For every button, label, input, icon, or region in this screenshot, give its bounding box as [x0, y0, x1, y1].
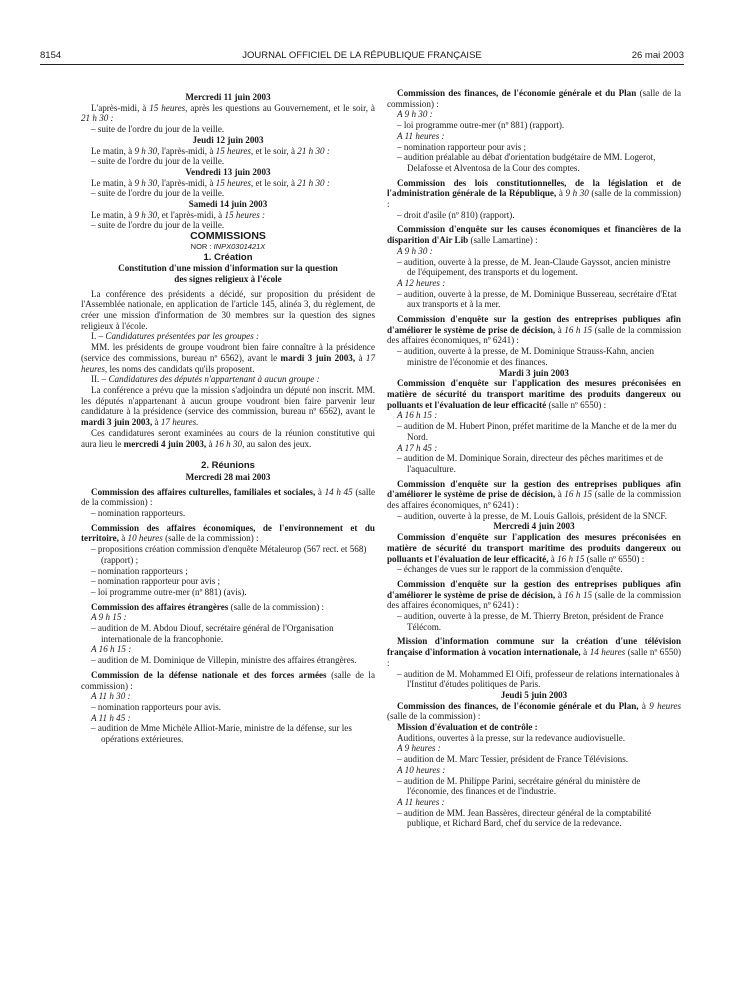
agenda-item: – nomination rapporteurs ;	[91, 565, 188, 576]
right-column	[387, 88, 681, 829]
time-heading: A 11 h 30 :	[91, 691, 131, 702]
agenda-item: – échanges de vues sur le rapport de la commission d'enquête.	[397, 564, 623, 575]
time-heading: A 11 heures :	[397, 797, 445, 807]
agenda-item: – suite de l'ordre du jour de la veille.	[91, 124, 225, 135]
day-heading: Mercredi 28 mai 2003	[185, 471, 271, 482]
time-heading: A 9 h 30 :	[397, 109, 433, 120]
paragraph: La conférence a prévu que la mission s'adjoindra un député non inscrit. MM. les députés n'appartenant à aucun groupe voudront bien faire parvenir leur candidature à la présidence (service des commission, bureau nº 6562), avant le mardi 3 juin 2003, à 17 heures.	[81, 384, 375, 428]
agenda-item: – propositions création commission d'enquête Métaleurop (567 rect. et 568) (rapport) ;	[91, 544, 367, 565]
paragraph: Le matin, à 9 h 30, et l'après-midi, à 15 heures :	[91, 209, 266, 220]
agenda-item: – audition de M. Marc Tessier, président de France Télévisions.	[397, 754, 629, 765]
agenda-item: – nomination rapporteurs pour avis.	[91, 701, 222, 712]
time-heading: A 11 h 45 :	[91, 712, 131, 723]
agenda-item: – nomination rapporteur pour avis ;	[91, 576, 221, 587]
page-number: 8154	[40, 50, 62, 61]
commissions-heading: COMMISSIONS	[190, 230, 266, 243]
agenda-item: – audition, ouverte à la presse, de M. Jean-Claude Gayssot, ancien ministre de l'équipement, des transports et du logement.	[397, 256, 671, 278]
left-column	[81, 92, 375, 745]
time-heading: A 9 h 30 :	[397, 245, 433, 256]
agenda-item: – nomination rapporteurs.	[91, 508, 186, 519]
day-heading: Mercredi 11 juin 2003	[185, 92, 271, 102]
time-heading: A 16 h 15 :	[397, 410, 438, 421]
commission-heading: Commission des finances, de l'économie générale et du Plan (salle de la commission) :	[387, 88, 681, 109]
commission-heading: Commission d'enquête sur l'application des mesures préconisées en matière de sécurité du transport maritime des produits dangereux ou polluants et l'évaluation de leur efficacité, à 16 h 15 (salle nº 6550) :	[387, 532, 681, 564]
commission-heading: Commission d'enquête sur la gestion des entreprises publiques afin d'améliorer le système de prise de décision, à 16 h 15 (salle de la commission des affaires économiques, nº 6241) :	[387, 478, 682, 511]
agenda-item: – loi programme outre-mer (nº 881) (rapport).	[397, 120, 565, 131]
paragraph: II. – Candidatures des députés n'appartenant à aucun groupe :	[91, 374, 320, 385]
paragraph: Ces candidatures seront examinées au cours de la réunion constitutive qui aura lieu le mercredi 4 juin 2003, à 16 h 30, au salon des jeux.	[81, 427, 375, 449]
journal-title: JOURNAL OFFICIEL DE LA RÉPUBLIQUE FRANÇAISE	[242, 50, 482, 61]
commission-heading: Commission d'enquête sur les causes économiques et financières de la disparition d'Air Lib (salle Lamartine) :	[387, 224, 681, 246]
time-heading: A 9 heures :	[397, 743, 441, 754]
time-heading: A 17 h 45 :	[397, 442, 438, 453]
day-heading: Mercredi 4 juin 2003	[493, 521, 575, 532]
agenda-item: – suite de l'ordre du jour de la veille.	[91, 156, 225, 167]
agenda-item: – audition, ouverte à la presse, de M. Dominique Bussereau, secrétaire d'Etat aux transports et à la mer.	[397, 288, 677, 310]
agenda-item: – audition de Mme Michèle Alliot-Marie, ministre de la défense, sur les opérations extérieures.	[91, 723, 352, 745]
paragraph: I. – Candidatures présentées par les groupes :	[91, 331, 260, 342]
agenda-item: – audition de M. Dominique de Villepin, ministre des affaires étrangères.	[91, 655, 357, 666]
commission-heading: Mission d'information commune sur la création d'une télévision française d'information à vocation internationale, à 14 heures (salle nº 6550) :	[387, 636, 681, 668]
section-heading: 2. Réunions	[201, 460, 255, 472]
day-heading: Mardi 3 juin 2003	[499, 367, 569, 378]
agenda-item: – audition, ouverte à la presse, de M. Louis Gallois, président de la SNCF.	[397, 510, 668, 521]
time-heading: A 9 h 15 :	[91, 612, 127, 623]
commission-heading: Commission des affaires étrangères (salle de la commission) :	[91, 601, 325, 612]
paragraph: MM. les présidents de groupe voudront bien faire connaître à la présidence (service des commissions, bureau nº 6562), avant le mardi 3 juin 2003, à 17 heures, les noms des candidats qu'ils proposent.	[81, 342, 375, 374]
paragraph: Le matin, à 9 h 30, l'après-midi, à 15 heures, et le soir, à 21 h 30 :	[91, 177, 330, 188]
paragraph: La conférence des présidents a décidé, sur proposition du président de l'Assemblée nationale, en application de l'article 145, alinéa 3, du règlement, de créer une mission d'information de 30 membres sur la question des signes religieux à l'école.	[81, 288, 375, 331]
agenda-item: – suite de l'ordre du jour de la veille.	[91, 220, 225, 231]
agenda-item: – audition de M. Dominique Sorain, directeur des pêches maritimes et de l'aquaculture.	[397, 453, 663, 474]
paragraph: Le matin, à 9 h 30, l'après-midi, à 15 heures, et le soir, à 21 h 30 :	[91, 145, 330, 156]
commission-heading: Commission des lois constitutionnelles, de la législation et de l'administration générale de la République, à 9 h 30 (salle de la commission) :	[387, 177, 681, 210]
commission-heading: Commission d'enquête sur la gestion des entreprises publiques afin d'améliorer le système de prise de décision, à 16 h 15 (salle de la commission des affaires économiques, nº 6241) :	[387, 578, 682, 611]
paragraph: L'après-midi, à 15 heures, après les questions au Gouvernement, et le soir, à 21 h 30 :	[81, 102, 375, 124]
time-heading: A 16 h 15 :	[91, 644, 132, 655]
agenda-item: – suite de l'ordre du jour de la veille.	[91, 188, 225, 199]
day-heading: Jeudi 5 juin 2003	[500, 689, 568, 700]
agenda-item: – audition de M. Philippe Parini, secrétaire général du ministère de l'économie, des finances et de l'industrie.	[397, 775, 641, 797]
commission-heading: Commission des affaires économiques, de l'environnement et du territoire, à 10 heures (salle de la commission) :	[81, 522, 375, 544]
agenda-item: – loi programme outre-mer (nº 881) (avis).	[91, 586, 247, 597]
agenda-item: – audition, ouverte à la presse, de M. Thierry Breton, président de France Télécom.	[397, 611, 664, 632]
day-heading: Jeudi 12 juin 2003	[192, 134, 264, 145]
agenda-item: – nomination rapporteur pour avis ;	[397, 141, 527, 152]
commission-heading: Commission d'enquête sur la gestion des entreprises publiques afin d'améliorer le système de prise de décision, à 16 h 15 (salle de la commission des affaires économiques, nº 6241) :	[387, 314, 682, 346]
agenda-item: – audition, ouverte à la presse, de M. Dominique Strauss-Kahn, ancien ministre de l'économie et des finances.	[397, 346, 655, 367]
agenda-item: – droit d'asile (nº 810) (rapport).	[397, 209, 515, 220]
time-heading: A 11 heures :	[397, 130, 445, 141]
commission-heading: Commission d'enquête sur l'application des mesures préconisées en matière de sécurité du transport maritime des produits dangereux ou polluants et l'évaluation de leur efficacité (salle nº 6550) :	[387, 378, 681, 410]
page-header	[40, 50, 684, 64]
time-heading: A 10 heures :	[397, 764, 446, 775]
mission-title: Constitution d'une mission d'information sur la question des signes religieux à l'école	[118, 263, 338, 284]
agenda-item: – audition de M. Abdou Diouf, secrétaire général de l'Organisation internationale de la francophonie.	[91, 623, 334, 644]
agenda-item: – audition de M. Hubert Pinon, préfet maritime de la Manche et de la mer du Nord.	[397, 421, 677, 442]
paragraph: Auditions, ouvertes à la presse, sur la redevance audiovisuelle.	[397, 732, 626, 743]
header-rule	[40, 64, 684, 65]
issue-date: 26 mai 2003	[631, 50, 684, 61]
section-heading: 1. Création	[203, 251, 253, 263]
time-heading: A 12 heures :	[397, 277, 446, 288]
commission-heading: Commission des finances, de l'économie générale et du Plan, à 9 heures (salle de la commission) :	[387, 700, 681, 722]
commission-heading: Commission de la défense nationale et des forces armées (salle de la commission) :	[81, 669, 375, 691]
agenda-item: – audition de MM. Jean Bassères, directeur général de la comptabilité publique, et Richard Bard, chef du service de la redevance.	[397, 807, 652, 829]
day-heading: Vendredi 13 juin 2003	[185, 166, 271, 177]
day-heading: Samedi 14 juin 2003	[188, 199, 268, 210]
sub-heading: Mission d'évaluation et de contrôle :	[397, 722, 538, 733]
agenda-item: – audition de M. Mohammed El Oifi, professeur de relations internationales à l'Institut d'études politiques de Paris.	[397, 668, 680, 690]
nor-reference: NOR : INPX0301421X	[190, 241, 266, 251]
agenda-item: – audition préalable au débat d'orientation budgétaire de MM. Logerot, Delafosse et Alventosa de la Cour des comptes.	[397, 152, 656, 173]
commission-heading: Commission des affaires culturelles, familiales et sociales, à 14 h 45 (salle de la commission) :	[81, 486, 376, 508]
